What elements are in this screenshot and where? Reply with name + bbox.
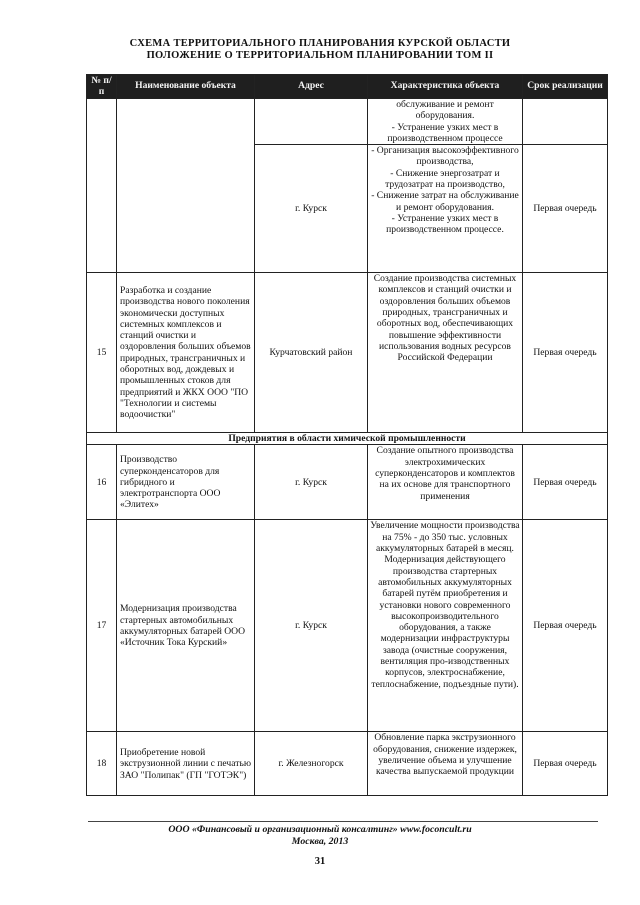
cell-name-cont — [117, 99, 255, 273]
cell-num: 16 — [87, 445, 117, 520]
col-header-address: Адрес — [255, 75, 368, 99]
table-row — [87, 732, 608, 796]
col-header-name: Наименование объекта — [117, 75, 255, 99]
header-subtitle: ПОЛОЖЕНИЕ О ТЕРРИТОРИАЛЬНОМ ПЛАНИРОВАНИИ ТОМ II — [146, 50, 494, 61]
cell-desc: Увеличение мощности производства на 75% - до 350 тыс. условных аккумуляторных батарей в месяц. Модернизация действующего производства стартерных автомобильных аккумуляторных батарей путём приобретения и установки нового современного высокопроизводительного оборудования, а также модернизации инфраструктуры завода (очистные сооружения, вентиляция про-изводственных корпусов, электроснабжение, теплоснабжение, подъездные пути). — [368, 520, 523, 732]
cell-num: 18 — [87, 732, 117, 796]
page-number: 31 — [314, 856, 326, 867]
cell-address: г. Курск — [255, 445, 368, 520]
document-header — [0, 38, 640, 62]
cell-desc: Создание производства системных комплексов и станций очистки и оздоровления больших объемов природных, трансграничных и оборотных вод, обеспечивающих повышение эффективности использования водных ресурсов Российской Федерации — [368, 273, 523, 433]
cell-name: Производство суперконденсаторов для гибридного и электротранспорта ООО «Элитех» — [117, 445, 255, 520]
cell-term-cont-a — [523, 99, 608, 145]
footer-company: ООО «Финансовый и организационный консалтинг» www.foconcult.ru — [168, 824, 472, 835]
cell-address-cont-a — [255, 99, 368, 145]
page-footer — [0, 824, 640, 848]
table-row — [87, 273, 608, 433]
col-header-num: № п/п — [87, 75, 117, 99]
objects-table — [86, 74, 608, 796]
footer-divider — [88, 821, 598, 822]
cell-address: Курчатовский район — [255, 273, 368, 433]
cell-desc-cont-a: обслуживание и ремонт оборудования. - Устранение узких мест в производственном процессе — [368, 99, 523, 145]
cell-num-cont — [87, 99, 117, 273]
table-row — [87, 445, 608, 520]
cell-desc: Создание опытного производства электрохимических суперконденсаторов и комплектов на их основе для транспортного применения — [368, 445, 523, 520]
footer-city-year: Москва, 2013 — [291, 836, 349, 847]
table-row — [87, 520, 608, 732]
cell-term: Первая очередь — [523, 445, 608, 520]
table-row — [87, 99, 608, 145]
cell-address: г. Курск — [255, 520, 368, 732]
header-title: СХЕМА ТЕРРИТОРИАЛЬНОГО ПЛАНИРОВАНИЯ КУРСКОЙ ОБЛАСТИ — [129, 38, 511, 49]
cell-term: Первая очередь — [523, 520, 608, 732]
cell-name: Разработка и создание производства нового поколения экономически доступных системных комплексов и станций очистки и оздоровления больших объемов природных, трансграничных и оборотных вод, дождевых и промышленных стоков для предприятий и ЖКХ ООО "ПО "Технологии и системы водоочистки" — [117, 273, 255, 433]
section-row — [87, 433, 608, 445]
section-heading: Предприятия в области химической промышленности — [87, 433, 608, 445]
cell-desc: Обновление парка экструзионного оборудования, снижение издержек, увеличение объема и улучшение качества выпускаемой продукции — [368, 732, 523, 796]
cell-name: Приобретение новой экструзионной линии с печатью ЗАО "Полипак" (ГП "ГОТЭК") — [117, 732, 255, 796]
cell-term: Первая очередь — [523, 145, 608, 273]
col-header-term: Срок реализации — [523, 75, 608, 99]
cell-num: 17 — [87, 520, 117, 732]
col-header-desc: Характеристика объекта — [368, 75, 523, 99]
cell-desc: - Организация высокоэффективного производства, - Снижение энергозатрат и трудозатрат на производство, - Снижение затрат на обслуживание и ремонт оборудования. - Устранение узких мест в производственном процессе. — [368, 145, 523, 273]
cell-name: Модернизация производства стартерных автомобильных аккумуляторных батарей ООО «Источник Тока Курский» — [117, 520, 255, 732]
table-header-row — [87, 75, 608, 99]
cell-num: 15 — [87, 273, 117, 433]
cell-address: г. Курск — [255, 145, 368, 273]
cell-term: Первая очередь — [523, 732, 608, 796]
cell-term: Первая очередь — [523, 273, 608, 433]
cell-address: г. Железногорск — [255, 732, 368, 796]
